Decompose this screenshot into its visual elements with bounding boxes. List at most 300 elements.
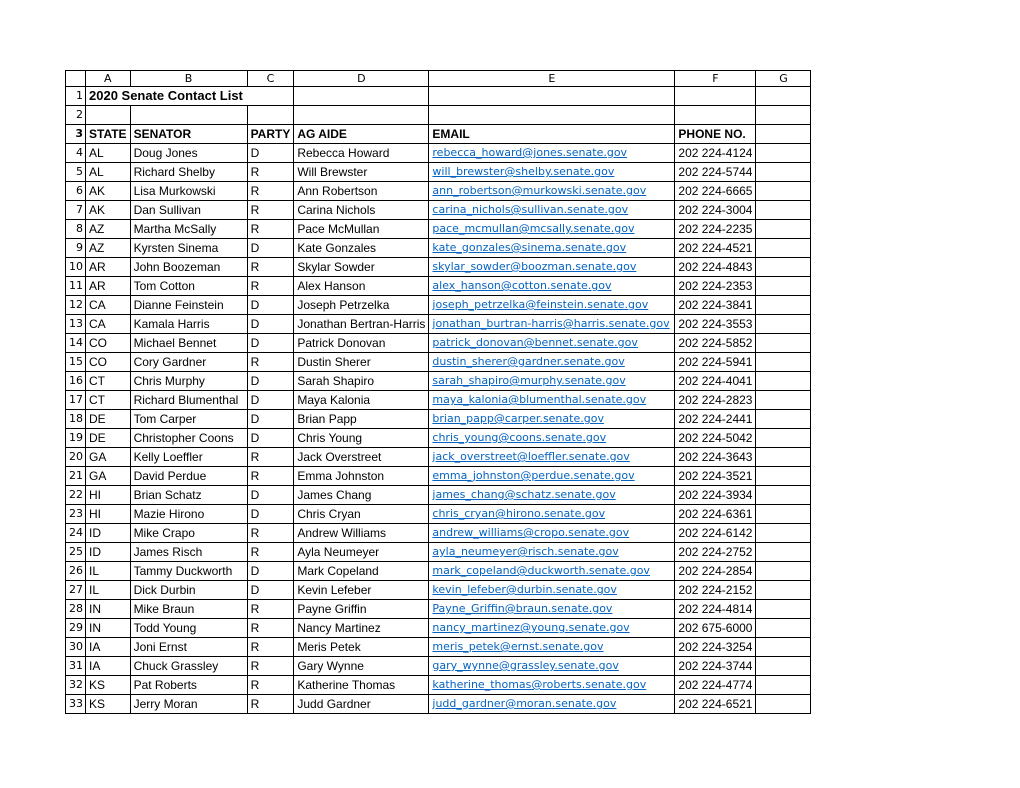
cell-senator[interactable]: Lisa Murkowski: [130, 182, 247, 201]
cell-phone[interactable]: 202 224-6521: [675, 695, 756, 714]
email-link[interactable]: alex_hanson@cotton.senate.gov: [432, 279, 612, 292]
email-link[interactable]: katherine_thomas@roberts.senate.gov: [432, 678, 647, 691]
cell-senator[interactable]: Tom Carper: [130, 410, 247, 429]
email-link[interactable]: kate_gonzales@sinema.senate.gov: [432, 241, 627, 254]
cell-state[interactable]: CO: [86, 334, 131, 353]
cell-aide[interactable]: Meris Petek: [294, 638, 429, 657]
cell[interactable]: [429, 87, 675, 106]
cell-email[interactable]: [429, 638, 675, 657]
email-link[interactable]: joseph_petrzelka@feinstein.senate.gov: [432, 298, 649, 311]
cell[interactable]: [756, 676, 811, 695]
cell-state[interactable]: IN: [86, 619, 131, 638]
cell[interactable]: [756, 353, 811, 372]
cell-email[interactable]: [429, 657, 675, 676]
cell-senator[interactable]: Pat Roberts: [130, 676, 247, 695]
cell[interactable]: [86, 106, 131, 125]
select-all-corner[interactable]: [66, 71, 86, 87]
cell[interactable]: [756, 524, 811, 543]
cell[interactable]: [294, 87, 429, 106]
cell-email[interactable]: [429, 524, 675, 543]
cell-phone[interactable]: 202 224-3934: [675, 486, 756, 505]
cell-senator[interactable]: Chuck Grassley: [130, 657, 247, 676]
cell-email[interactable]: [429, 163, 675, 182]
cell[interactable]: [756, 505, 811, 524]
column-header-e[interactable]: E: [429, 71, 675, 87]
cell-party[interactable]: R: [247, 182, 294, 201]
column-header-b[interactable]: B: [130, 71, 247, 87]
cell-senator[interactable]: Kelly Loeffler: [130, 448, 247, 467]
header-party[interactable]: PARTY: [247, 125, 294, 144]
cell-state[interactable]: DE: [86, 429, 131, 448]
sheet-title[interactable]: 2020 Senate Contact List: [86, 87, 294, 106]
cell-aide[interactable]: Dustin Sherer: [294, 353, 429, 372]
cell-senator[interactable]: John Boozeman: [130, 258, 247, 277]
cell-aide[interactable]: Carina Nichols: [294, 201, 429, 220]
cell-senator[interactable]: Mazie Hirono: [130, 505, 247, 524]
cell-senator[interactable]: Richard Blumenthal: [130, 391, 247, 410]
cell-state[interactable]: GA: [86, 448, 131, 467]
email-link[interactable]: carina_nichols@sullivan.senate.gov: [432, 203, 629, 216]
email-link[interactable]: nancy_martinez@young.senate.gov: [432, 621, 630, 634]
cell-party[interactable]: R: [247, 619, 294, 638]
cell-aide[interactable]: Payne Griffin: [294, 600, 429, 619]
cell[interactable]: [756, 144, 811, 163]
email-link[interactable]: kevin_lefeber@durbin.senate.gov: [432, 583, 617, 596]
cell-phone[interactable]: 202 224-4774: [675, 676, 756, 695]
cell-party[interactable]: D: [247, 429, 294, 448]
cell-phone[interactable]: 202 224-4041: [675, 372, 756, 391]
cell-aide[interactable]: Rebecca Howard: [294, 144, 429, 163]
cell-phone[interactable]: 202 224-6142: [675, 524, 756, 543]
cell-phone[interactable]: 202 224-2854: [675, 562, 756, 581]
cell-party[interactable]: R: [247, 258, 294, 277]
cell-phone[interactable]: 202 224-4843: [675, 258, 756, 277]
row-number[interactable]: 25: [66, 543, 86, 562]
cell-senator[interactable]: Dan Sullivan: [130, 201, 247, 220]
cell-phone[interactable]: 202 224-2235: [675, 220, 756, 239]
row-number[interactable]: 1: [66, 87, 86, 106]
cell[interactable]: [756, 296, 811, 315]
row-number[interactable]: 4: [66, 144, 86, 163]
cell-state[interactable]: CT: [86, 372, 131, 391]
header-senator[interactable]: SENATOR: [130, 125, 247, 144]
row-number[interactable]: 2: [66, 106, 86, 125]
cell-party[interactable]: R: [247, 201, 294, 220]
cell-party[interactable]: R: [247, 543, 294, 562]
cell-party[interactable]: R: [247, 524, 294, 543]
cell-phone[interactable]: 202 224-4124: [675, 144, 756, 163]
cell[interactable]: [756, 429, 811, 448]
cell-email[interactable]: [429, 144, 675, 163]
cell[interactable]: [756, 182, 811, 201]
cell[interactable]: [756, 106, 811, 125]
cell-state[interactable]: AZ: [86, 220, 131, 239]
cell-email[interactable]: [429, 467, 675, 486]
cell-phone[interactable]: 202 224-2441: [675, 410, 756, 429]
cell[interactable]: [756, 334, 811, 353]
cell-party[interactable]: R: [247, 657, 294, 676]
cell-party[interactable]: R: [247, 353, 294, 372]
cell-phone[interactable]: 202 224-4814: [675, 600, 756, 619]
email-link[interactable]: andrew_williams@cropo.senate.gov: [432, 526, 630, 539]
cell-party[interactable]: D: [247, 486, 294, 505]
cell-state[interactable]: CA: [86, 315, 131, 334]
cell-aide[interactable]: Kate Gonzales: [294, 239, 429, 258]
cell-phone[interactable]: 202 224-5941: [675, 353, 756, 372]
email-link[interactable]: maya_kalonia@blumenthal.senate.gov: [432, 393, 647, 406]
cell-aide[interactable]: Brian Papp: [294, 410, 429, 429]
cell-aide[interactable]: Skylar Sowder: [294, 258, 429, 277]
cell-senator[interactable]: Kamala Harris: [130, 315, 247, 334]
cell-state[interactable]: AL: [86, 163, 131, 182]
cell[interactable]: [756, 638, 811, 657]
email-link[interactable]: jonathan_burtran-harris@harris.senate.gov: [432, 317, 670, 330]
cell-state[interactable]: IL: [86, 581, 131, 600]
cell-senator[interactable]: Dianne Feinstein: [130, 296, 247, 315]
row-number[interactable]: 8: [66, 220, 86, 239]
cell-party[interactable]: D: [247, 581, 294, 600]
cell-state[interactable]: CT: [86, 391, 131, 410]
cell-party[interactable]: R: [247, 163, 294, 182]
cell-phone[interactable]: 202 224-6361: [675, 505, 756, 524]
cell-aide[interactable]: Maya Kalonia: [294, 391, 429, 410]
cell[interactable]: [756, 467, 811, 486]
cell[interactable]: [756, 125, 811, 144]
row-number[interactable]: 15: [66, 353, 86, 372]
cell-email[interactable]: [429, 372, 675, 391]
cell-party[interactable]: R: [247, 277, 294, 296]
cell-phone[interactable]: 202 224-3521: [675, 467, 756, 486]
cell-state[interactable]: AZ: [86, 239, 131, 258]
row-number[interactable]: 31: [66, 657, 86, 676]
cell-email[interactable]: [429, 486, 675, 505]
cell-state[interactable]: CA: [86, 296, 131, 315]
cell[interactable]: [130, 106, 247, 125]
cell-phone[interactable]: 202 224-2823: [675, 391, 756, 410]
cell-state[interactable]: AK: [86, 201, 131, 220]
row-number[interactable]: 27: [66, 581, 86, 600]
cell[interactable]: [756, 372, 811, 391]
cell[interactable]: [756, 695, 811, 714]
row-number[interactable]: 11: [66, 277, 86, 296]
cell-state[interactable]: HI: [86, 486, 131, 505]
cell-aide[interactable]: James Chang: [294, 486, 429, 505]
cell-senator[interactable]: Michael Bennet: [130, 334, 247, 353]
cell-aide[interactable]: Patrick Donovan: [294, 334, 429, 353]
cell-party[interactable]: R: [247, 638, 294, 657]
cell-aide[interactable]: Judd Gardner: [294, 695, 429, 714]
row-number[interactable]: 13: [66, 315, 86, 334]
cell-aide[interactable]: Chris Young: [294, 429, 429, 448]
email-link[interactable]: meris_petek@ernst.senate.gov: [432, 640, 604, 653]
cell-state[interactable]: ID: [86, 524, 131, 543]
cell-state[interactable]: IA: [86, 657, 131, 676]
email-link[interactable]: mark_copeland@duckworth.senate.gov: [432, 564, 650, 577]
cell[interactable]: [756, 581, 811, 600]
column-header-a[interactable]: A: [86, 71, 131, 87]
cell-state[interactable]: KS: [86, 676, 131, 695]
email-link[interactable]: ann_robertson@murkowski.senate.gov: [432, 184, 647, 197]
cell-state[interactable]: AK: [86, 182, 131, 201]
email-link[interactable]: ayla_neumeyer@risch.senate.gov: [432, 545, 619, 558]
cell-state[interactable]: CO: [86, 353, 131, 372]
cell[interactable]: [429, 106, 675, 125]
cell-senator[interactable]: Kyrsten Sinema: [130, 239, 247, 258]
cell-senator[interactable]: Chris Murphy: [130, 372, 247, 391]
cell-party[interactable]: R: [247, 695, 294, 714]
cell[interactable]: [756, 277, 811, 296]
email-link[interactable]: brian_papp@carper.senate.gov: [432, 412, 604, 425]
cell[interactable]: [756, 87, 811, 106]
row-number[interactable]: 30: [66, 638, 86, 657]
cell-state[interactable]: AR: [86, 258, 131, 277]
row-number[interactable]: 12: [66, 296, 86, 315]
cell-email[interactable]: [429, 201, 675, 220]
row-number[interactable]: 26: [66, 562, 86, 581]
cell-phone[interactable]: 202 224-3841: [675, 296, 756, 315]
row-number[interactable]: 7: [66, 201, 86, 220]
cell[interactable]: [756, 448, 811, 467]
cell-email[interactable]: [429, 239, 675, 258]
column-header-f[interactable]: F: [675, 71, 756, 87]
cell-email[interactable]: [429, 619, 675, 638]
cell-email[interactable]: [429, 220, 675, 239]
row-number[interactable]: 17: [66, 391, 86, 410]
cell-senator[interactable]: Todd Young: [130, 619, 247, 638]
cell-senator[interactable]: Joni Ernst: [130, 638, 247, 657]
cell[interactable]: [756, 201, 811, 220]
header-aide[interactable]: AG AIDE: [294, 125, 429, 144]
cell-aide[interactable]: Jonathan Bertran-Harris: [294, 315, 429, 334]
cell[interactable]: [675, 106, 756, 125]
cell[interactable]: [756, 258, 811, 277]
email-link[interactable]: patrick_donovan@bennet.senate.gov: [432, 336, 638, 349]
cell-senator[interactable]: Tom Cotton: [130, 277, 247, 296]
row-number[interactable]: 14: [66, 334, 86, 353]
cell[interactable]: [756, 619, 811, 638]
row-number[interactable]: 23: [66, 505, 86, 524]
cell-party[interactable]: R: [247, 220, 294, 239]
cell-email[interactable]: [429, 448, 675, 467]
header-email[interactable]: EMAIL: [429, 125, 675, 144]
cell-party[interactable]: D: [247, 239, 294, 258]
cell[interactable]: [756, 239, 811, 258]
row-number[interactable]: 19: [66, 429, 86, 448]
cell-senator[interactable]: Mike Braun: [130, 600, 247, 619]
column-header-c[interactable]: C: [247, 71, 294, 87]
cell-phone[interactable]: 202 224-3553: [675, 315, 756, 334]
row-number[interactable]: 24: [66, 524, 86, 543]
cell-state[interactable]: DE: [86, 410, 131, 429]
cell-email[interactable]: [429, 505, 675, 524]
cell-aide[interactable]: Sarah Shapiro: [294, 372, 429, 391]
email-link[interactable]: gary_wynne@grassley.senate.gov: [432, 659, 619, 672]
column-header-g[interactable]: G: [756, 71, 811, 87]
cell-party[interactable]: D: [247, 315, 294, 334]
cell[interactable]: [756, 391, 811, 410]
cell-email[interactable]: [429, 334, 675, 353]
cell-senator[interactable]: Jerry Moran: [130, 695, 247, 714]
cell-aide[interactable]: Jack Overstreet: [294, 448, 429, 467]
cell-phone[interactable]: 202 224-5852: [675, 334, 756, 353]
cell-email[interactable]: [429, 258, 675, 277]
cell-email[interactable]: [429, 391, 675, 410]
cell-phone[interactable]: 202 224-6665: [675, 182, 756, 201]
row-number[interactable]: 28: [66, 600, 86, 619]
cell[interactable]: [756, 410, 811, 429]
cell-aide[interactable]: Kevin Lefeber: [294, 581, 429, 600]
row-number[interactable]: 20: [66, 448, 86, 467]
cell-state[interactable]: IA: [86, 638, 131, 657]
row-number[interactable]: 5: [66, 163, 86, 182]
cell-senator[interactable]: Dick Durbin: [130, 581, 247, 600]
cell[interactable]: [294, 106, 429, 125]
cell-state[interactable]: IN: [86, 600, 131, 619]
email-link[interactable]: sarah_shapiro@murphy.senate.gov: [432, 374, 626, 387]
cell-phone[interactable]: 202 675-6000: [675, 619, 756, 638]
cell-state[interactable]: KS: [86, 695, 131, 714]
cell-phone[interactable]: 202 224-3643: [675, 448, 756, 467]
row-number[interactable]: 21: [66, 467, 86, 486]
email-link[interactable]: pace_mcmullan@mcsally.senate.gov: [432, 222, 635, 235]
cell-state[interactable]: AR: [86, 277, 131, 296]
cell-phone[interactable]: 202 224-4521: [675, 239, 756, 258]
cell-aide[interactable]: Ayla Neumeyer: [294, 543, 429, 562]
cell[interactable]: [756, 315, 811, 334]
cell-email[interactable]: [429, 315, 675, 334]
row-number[interactable]: 32: [66, 676, 86, 695]
cell-aide[interactable]: Pace McMullan: [294, 220, 429, 239]
cell-email[interactable]: [429, 410, 675, 429]
cell[interactable]: [756, 486, 811, 505]
row-number[interactable]: 33: [66, 695, 86, 714]
cell-party[interactable]: D: [247, 296, 294, 315]
cell-aide[interactable]: Andrew Williams: [294, 524, 429, 543]
email-link[interactable]: emma_johnston@perdue.senate.gov: [432, 469, 635, 482]
cell-email[interactable]: [429, 695, 675, 714]
cell-party[interactable]: D: [247, 372, 294, 391]
cell-party[interactable]: D: [247, 144, 294, 163]
row-number[interactable]: 6: [66, 182, 86, 201]
cell-email[interactable]: [429, 676, 675, 695]
cell-email[interactable]: [429, 353, 675, 372]
cell[interactable]: [756, 600, 811, 619]
cell-email[interactable]: [429, 429, 675, 448]
cell-phone[interactable]: 202 224-2152: [675, 581, 756, 600]
cell-senator[interactable]: Mike Crapo: [130, 524, 247, 543]
cell-aide[interactable]: Will Brewster: [294, 163, 429, 182]
row-number[interactable]: 3: [66, 125, 86, 144]
cell-phone[interactable]: 202 224-2752: [675, 543, 756, 562]
column-header-d[interactable]: D: [294, 71, 429, 87]
cell-state[interactable]: AL: [86, 144, 131, 163]
cell[interactable]: [675, 87, 756, 106]
email-link[interactable]: chris_cryan@hirono.senate.gov: [432, 507, 606, 520]
cell-senator[interactable]: Cory Gardner: [130, 353, 247, 372]
row-number[interactable]: 10: [66, 258, 86, 277]
email-link[interactable]: dustin_sherer@gardner.senate.gov: [432, 355, 625, 368]
cell[interactable]: [756, 163, 811, 182]
cell[interactable]: [756, 543, 811, 562]
cell-party[interactable]: R: [247, 600, 294, 619]
cell-party[interactable]: D: [247, 562, 294, 581]
cell[interactable]: [756, 220, 811, 239]
email-link[interactable]: jack_overstreet@loeffler.senate.gov: [432, 450, 630, 463]
cell-state[interactable]: ID: [86, 543, 131, 562]
cell-party[interactable]: D: [247, 505, 294, 524]
cell-state[interactable]: HI: [86, 505, 131, 524]
cell-email[interactable]: [429, 182, 675, 201]
cell-aide[interactable]: Chris Cryan: [294, 505, 429, 524]
email-link[interactable]: rebecca_howard@jones.senate.gov: [432, 146, 628, 159]
cell-aide[interactable]: Gary Wynne: [294, 657, 429, 676]
cell-aide[interactable]: Ann Robertson: [294, 182, 429, 201]
row-number[interactable]: 22: [66, 486, 86, 505]
cell-senator[interactable]: Martha McSally: [130, 220, 247, 239]
cell-party[interactable]: R: [247, 448, 294, 467]
cell-party[interactable]: R: [247, 467, 294, 486]
email-link[interactable]: will_brewster@shelby.senate.gov: [432, 165, 615, 178]
cell-senator[interactable]: Christopher Coons: [130, 429, 247, 448]
row-number[interactable]: 18: [66, 410, 86, 429]
cell-email[interactable]: [429, 296, 675, 315]
email-link[interactable]: judd_gardner@moran.senate.gov: [432, 697, 617, 710]
cell[interactable]: [247, 106, 294, 125]
header-phone[interactable]: PHONE NO.: [675, 125, 756, 144]
cell-email[interactable]: [429, 581, 675, 600]
cell-party[interactable]: D: [247, 391, 294, 410]
cell-phone[interactable]: 202 224-2353: [675, 277, 756, 296]
cell-state[interactable]: GA: [86, 467, 131, 486]
cell-senator[interactable]: James Risch: [130, 543, 247, 562]
cell-senator[interactable]: Richard Shelby: [130, 163, 247, 182]
cell-phone[interactable]: 202 224-3744: [675, 657, 756, 676]
cell-phone[interactable]: 202 224-3254: [675, 638, 756, 657]
cell-aide[interactable]: Emma Johnston: [294, 467, 429, 486]
row-number[interactable]: 29: [66, 619, 86, 638]
cell[interactable]: [756, 562, 811, 581]
cell-aide[interactable]: Joseph Petrzelka: [294, 296, 429, 315]
cell-senator[interactable]: Tammy Duckworth: [130, 562, 247, 581]
cell-aide[interactable]: Katherine Thomas: [294, 676, 429, 695]
cell-email[interactable]: [429, 562, 675, 581]
cell-state[interactable]: IL: [86, 562, 131, 581]
cell-senator[interactable]: Brian Schatz: [130, 486, 247, 505]
cell-senator[interactable]: Doug Jones: [130, 144, 247, 163]
cell-senator[interactable]: David Perdue: [130, 467, 247, 486]
cell[interactable]: [756, 657, 811, 676]
email-link[interactable]: james_chang@schatz.senate.gov: [432, 488, 616, 501]
cell-aide[interactable]: Nancy Martinez: [294, 619, 429, 638]
cell-aide[interactable]: Alex Hanson: [294, 277, 429, 296]
cell-aide[interactable]: Mark Copeland: [294, 562, 429, 581]
row-number[interactable]: 9: [66, 239, 86, 258]
cell-party[interactable]: D: [247, 334, 294, 353]
email-link[interactable]: skylar_sowder@boozman.senate.gov: [432, 260, 637, 273]
cell-phone[interactable]: 202 224-5042: [675, 429, 756, 448]
cell-phone[interactable]: 202 224-5744: [675, 163, 756, 182]
email-link[interactable]: Payne_Griffin@braun.senate.gov: [432, 602, 613, 615]
cell-email[interactable]: [429, 600, 675, 619]
header-state[interactable]: STATE: [86, 125, 131, 144]
cell-email[interactable]: [429, 543, 675, 562]
cell-phone[interactable]: 202 224-3004: [675, 201, 756, 220]
email-link[interactable]: chris_young@coons.senate.gov: [432, 431, 607, 444]
row-number[interactable]: 16: [66, 372, 86, 391]
cell-party[interactable]: R: [247, 676, 294, 695]
cell-party[interactable]: D: [247, 410, 294, 429]
cell-email[interactable]: [429, 277, 675, 296]
